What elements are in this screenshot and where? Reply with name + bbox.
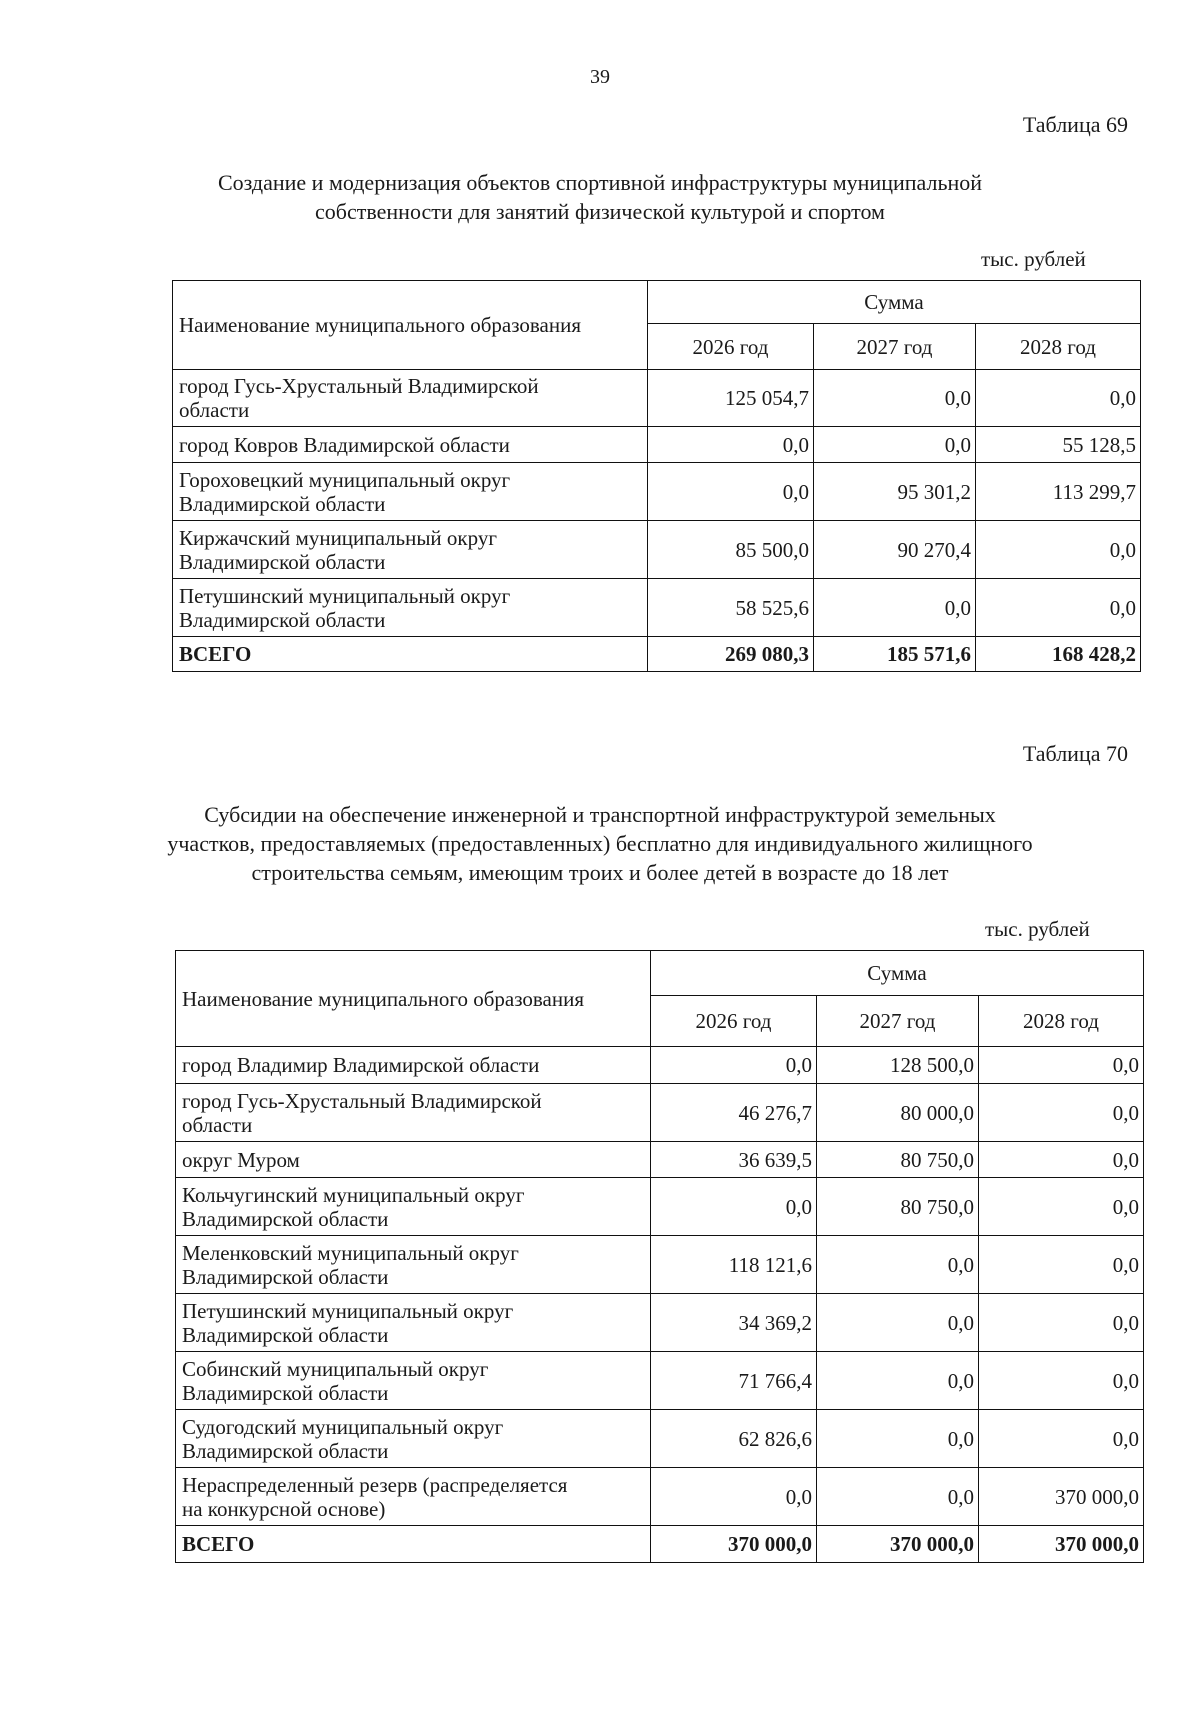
cell-value: 95 301,2 xyxy=(814,463,976,521)
row-name: Петушинский муниципальный округ Владимирской области xyxy=(176,1294,651,1352)
table-title-line: Субсидии на обеспечение инженерной и транспортной инфраструктурой земельных xyxy=(204,802,996,827)
cell-value: 0,0 xyxy=(976,521,1141,579)
total-value: 269 080,3 xyxy=(648,637,814,672)
column-header-year: 2026 год xyxy=(651,996,817,1047)
table-row xyxy=(176,1178,1144,1236)
cell-value: 0,0 xyxy=(651,1047,817,1084)
table-title-line: Создание и модернизация объектов спортивной инфраструктуры муниципальной xyxy=(217,170,983,195)
column-header-year: 2026 год xyxy=(648,324,814,370)
row-name: Меленковский муниципальный округ Владимирской области xyxy=(176,1236,651,1294)
total-row xyxy=(173,637,1141,672)
cell-value: 0,0 xyxy=(817,1468,979,1526)
table-row xyxy=(173,370,1141,427)
row-name: город Гусь-Хрустальный Владимирской области xyxy=(173,370,648,427)
table-row xyxy=(173,521,1141,579)
cell-value: 0,0 xyxy=(814,427,976,463)
column-header-year: 2028 год xyxy=(979,996,1144,1047)
cell-value: 370 000,0 xyxy=(979,1468,1144,1526)
table-row xyxy=(173,463,1141,521)
total-row xyxy=(176,1526,1144,1563)
row-name: Петушинский муниципальный округ Владимирской области xyxy=(173,579,648,637)
total-label: ВСЕГО xyxy=(173,637,648,672)
cell-value: 62 826,6 xyxy=(651,1410,817,1468)
cell-value: 46 276,7 xyxy=(651,1084,817,1142)
table-title-line: участков, предоставляемых (предоставленных) бесплатно для индивидуального жилищного xyxy=(167,831,1033,856)
cell-value: 0,0 xyxy=(817,1294,979,1352)
data-table xyxy=(172,280,1141,672)
cell-value: 90 270,4 xyxy=(814,521,976,579)
table-label: Таблица 70 xyxy=(1022,741,1128,766)
cell-value: 0,0 xyxy=(979,1142,1144,1178)
row-name: округ Муром xyxy=(176,1142,651,1178)
cell-value: 0,0 xyxy=(979,1084,1144,1142)
row-name: город Владимир Владимирской области xyxy=(176,1047,651,1084)
cell-value: 0,0 xyxy=(976,370,1141,427)
cell-value: 0,0 xyxy=(648,463,814,521)
total-value: 370 000,0 xyxy=(979,1526,1144,1563)
units-label: тыс. рублей xyxy=(985,917,1090,941)
table-row xyxy=(176,1410,1144,1468)
cell-value: 71 766,4 xyxy=(651,1352,817,1410)
column-header-name: Наименование муниципального образования xyxy=(176,951,651,1047)
table-title-line: строительства семьям, имеющим троих и более детей в возрасте до 18 лет xyxy=(251,860,949,885)
table-label: Таблица 69 xyxy=(1022,112,1128,137)
cell-value: 80 750,0 xyxy=(817,1142,979,1178)
cell-value: 0,0 xyxy=(979,1352,1144,1410)
cell-value: 0,0 xyxy=(814,579,976,637)
units-label: тыс. рублей xyxy=(981,247,1086,271)
cell-value: 0,0 xyxy=(648,427,814,463)
cell-value: 0,0 xyxy=(979,1178,1144,1236)
column-header-name: Наименование муниципального образования xyxy=(173,281,648,370)
column-header-sum: Сумма xyxy=(648,281,1141,324)
column-header-year: 2027 год xyxy=(814,324,976,370)
cell-value: 0,0 xyxy=(979,1410,1144,1468)
cell-value: 58 525,6 xyxy=(648,579,814,637)
cell-value: 0,0 xyxy=(651,1468,817,1526)
column-header-sum: Сумма xyxy=(651,951,1144,996)
table-row xyxy=(176,1084,1144,1142)
cell-value: 0,0 xyxy=(979,1294,1144,1352)
cell-value: 0,0 xyxy=(976,579,1141,637)
row-name: Гороховецкий муниципальный округ Владимирской области xyxy=(173,463,648,521)
cell-value: 36 639,5 xyxy=(651,1142,817,1178)
total-value: 185 571,6 xyxy=(814,637,976,672)
column-header-year: 2027 год xyxy=(817,996,979,1047)
cell-value: 113 299,7 xyxy=(976,463,1141,521)
cell-value: 80 000,0 xyxy=(817,1084,979,1142)
table-row xyxy=(176,1468,1144,1526)
table-row xyxy=(176,1142,1144,1178)
table-title-line: собственности для занятий физической культурой и спортом xyxy=(315,199,885,224)
data-table xyxy=(175,950,1144,1563)
cell-value: 128 500,0 xyxy=(817,1047,979,1084)
row-name: город Гусь-Хрустальный Владимирской области xyxy=(176,1084,651,1142)
row-name: Судогодский муниципальный округ Владимирской области xyxy=(176,1410,651,1468)
cell-value: 0,0 xyxy=(651,1178,817,1236)
table-title xyxy=(150,800,1050,887)
total-value: 370 000,0 xyxy=(651,1526,817,1563)
table-row xyxy=(176,1352,1144,1410)
table-row xyxy=(173,427,1141,463)
table-row xyxy=(176,1294,1144,1352)
row-name: Нераспределенный резерв (распределяется на конкурсной основе) xyxy=(176,1468,651,1526)
cell-value: 0,0 xyxy=(814,370,976,427)
row-name: Кольчугинский муниципальный округ Владимирской области xyxy=(176,1178,651,1236)
page-number: 39 xyxy=(590,66,610,88)
table-title xyxy=(150,168,1050,226)
total-value: 168 428,2 xyxy=(976,637,1141,672)
cell-value: 80 750,0 xyxy=(817,1178,979,1236)
column-header-year: 2028 год xyxy=(976,324,1141,370)
cell-value: 0,0 xyxy=(979,1047,1144,1084)
cell-value: 125 054,7 xyxy=(648,370,814,427)
cell-value: 0,0 xyxy=(979,1236,1144,1294)
cell-value: 85 500,0 xyxy=(648,521,814,579)
total-value: 370 000,0 xyxy=(817,1526,979,1563)
row-name: Собинский муниципальный округ Владимирской области xyxy=(176,1352,651,1410)
cell-value: 0,0 xyxy=(817,1352,979,1410)
cell-value: 118 121,6 xyxy=(651,1236,817,1294)
row-name: Киржачский муниципальный округ Владимирской области xyxy=(173,521,648,579)
table-row xyxy=(176,1236,1144,1294)
table-row xyxy=(176,1047,1144,1084)
row-name: город Ковров Владимирской области xyxy=(173,427,648,463)
total-label: ВСЕГО xyxy=(176,1526,651,1563)
cell-value: 0,0 xyxy=(817,1410,979,1468)
cell-value: 55 128,5 xyxy=(976,427,1141,463)
cell-value: 0,0 xyxy=(817,1236,979,1294)
cell-value: 34 369,2 xyxy=(651,1294,817,1352)
table-row xyxy=(173,579,1141,637)
